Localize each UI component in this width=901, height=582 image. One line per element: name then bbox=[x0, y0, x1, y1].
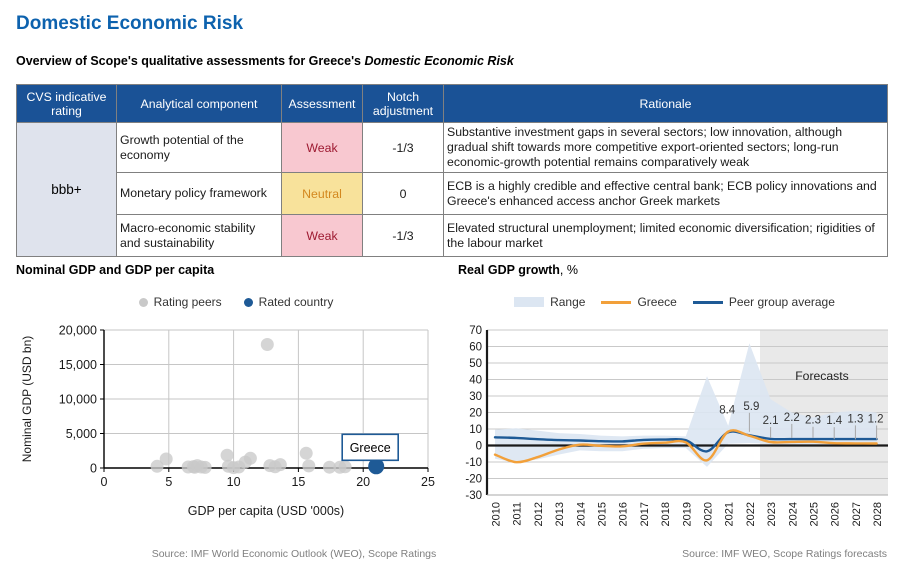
svg-text:1.3: 1.3 bbox=[847, 413, 864, 426]
scatter-legend bbox=[16, 295, 456, 309]
assessment-badge: Weak bbox=[282, 215, 363, 257]
legend-item-peer-average: Peer group average bbox=[693, 295, 835, 309]
rationale-cell: Elevated structural unemployment; limited economic diversification; rigidities of the labour market bbox=[444, 215, 888, 257]
svg-text:-30: -30 bbox=[465, 490, 482, 502]
svg-text:2013: 2013 bbox=[554, 502, 567, 527]
peer-dot-icon bbox=[139, 298, 148, 307]
svg-text:2023: 2023 bbox=[766, 502, 779, 527]
header-rationale: Rationale bbox=[444, 85, 888, 123]
assessment-table bbox=[16, 84, 888, 257]
notch-cell: 0 bbox=[363, 173, 444, 215]
svg-text:2014: 2014 bbox=[575, 502, 588, 527]
svg-text:70: 70 bbox=[469, 325, 482, 337]
header-cvs-rating: CVS indicative rating bbox=[17, 85, 117, 123]
svg-text:50: 50 bbox=[469, 358, 482, 370]
legend-item-rating-peers: Rating peers bbox=[139, 295, 222, 309]
svg-text:20,000: 20,000 bbox=[58, 323, 97, 338]
line-source: Source: IMF WEO, Scope Ratings forecasts bbox=[682, 548, 887, 560]
subtitle-regular: Overview of Scope's qualitative assessments for Greece's bbox=[16, 54, 365, 68]
svg-text:20: 20 bbox=[356, 475, 371, 489]
svg-text:2020: 2020 bbox=[702, 502, 715, 527]
svg-text:25: 25 bbox=[421, 475, 435, 489]
svg-text:2027: 2027 bbox=[850, 502, 863, 527]
svg-text:20: 20 bbox=[469, 407, 482, 420]
svg-text:2019: 2019 bbox=[681, 502, 694, 527]
header-notch-adjustment: Notch adjustment bbox=[363, 85, 444, 123]
svg-text:2.3: 2.3 bbox=[805, 414, 821, 427]
svg-text:40: 40 bbox=[469, 374, 482, 387]
svg-text:0: 0 bbox=[90, 461, 97, 476]
greece-line-icon bbox=[601, 301, 631, 304]
svg-text:GDP per capita (USD '000s): GDP per capita (USD '000s) bbox=[187, 504, 345, 518]
scatter-chart bbox=[16, 316, 456, 538]
svg-text:2015: 2015 bbox=[596, 502, 609, 527]
line-chart bbox=[456, 316, 896, 548]
legend-item-greece: Greece bbox=[601, 295, 676, 309]
svg-text:15: 15 bbox=[291, 475, 306, 489]
svg-text:10,000: 10,000 bbox=[58, 392, 97, 407]
svg-text:2021: 2021 bbox=[723, 502, 736, 527]
svg-text:5.9: 5.9 bbox=[743, 400, 760, 413]
svg-text:30: 30 bbox=[469, 391, 482, 403]
range-swatch-icon bbox=[514, 297, 544, 307]
svg-text:0: 0 bbox=[100, 475, 108, 489]
rated-dot-icon bbox=[244, 298, 253, 307]
svg-text:2011: 2011 bbox=[511, 502, 524, 526]
line-chart-title-suffix: , % bbox=[559, 263, 578, 277]
header-assessment: Assessment bbox=[282, 85, 363, 123]
svg-text:2025: 2025 bbox=[808, 502, 821, 527]
scatter-source: Source: IMF World Economic Outlook (WEO), Scope Ratings bbox=[151, 548, 437, 560]
component-cell: Macro-economic stability and sustainability bbox=[117, 215, 282, 257]
rationale-cell: ECB is a highly credible and effective central bank; ECB policy innovations and Greece's enhanced access anchor Greek markets bbox=[444, 173, 888, 215]
svg-text:2.2: 2.2 bbox=[783, 411, 800, 424]
svg-text:5,000: 5,000 bbox=[65, 427, 97, 441]
legend-item-rated-country: Rated country bbox=[244, 295, 334, 309]
table-row bbox=[17, 123, 888, 173]
assessment-badge: Neutral bbox=[282, 173, 363, 215]
svg-text:2022: 2022 bbox=[744, 502, 757, 527]
subtitle bbox=[16, 54, 514, 68]
svg-text:2016: 2016 bbox=[617, 502, 630, 527]
line-legend bbox=[456, 295, 893, 309]
svg-text:2010: 2010 bbox=[490, 502, 503, 527]
svg-text:15,000: 15,000 bbox=[58, 358, 97, 372]
svg-text:Forecasts: Forecasts bbox=[795, 369, 849, 383]
svg-text:10: 10 bbox=[226, 475, 241, 489]
svg-text:10: 10 bbox=[469, 424, 482, 436]
component-cell: Monetary policy framework bbox=[117, 173, 282, 215]
table-row bbox=[17, 215, 888, 257]
svg-text:1.2: 1.2 bbox=[867, 413, 884, 426]
assessment-badge: Weak bbox=[282, 123, 363, 173]
scatter-chart-title: Nominal GDP and GDP per capita bbox=[16, 263, 215, 277]
page-title: Domestic Economic Risk bbox=[16, 13, 244, 34]
svg-text:Greece: Greece bbox=[349, 440, 391, 455]
svg-text:2024: 2024 bbox=[787, 502, 800, 527]
line-chart-title: Real GDP growth, % bbox=[458, 263, 578, 277]
svg-text:Nominal GDP (USD bn): Nominal GDP (USD bn) bbox=[20, 335, 34, 463]
legend-item-range: Range bbox=[514, 295, 585, 309]
svg-text:2017: 2017 bbox=[638, 502, 651, 527]
svg-text:2018: 2018 bbox=[660, 502, 673, 527]
svg-text:60: 60 bbox=[469, 341, 482, 354]
component-cell: Growth potential of the economy bbox=[117, 123, 282, 173]
svg-text:2012: 2012 bbox=[532, 502, 545, 527]
svg-text:0: 0 bbox=[475, 440, 482, 453]
peer-line-icon bbox=[693, 301, 723, 304]
rationale-cell: Substantive investment gaps in several sectors; low innovation, although gradual shift towards more competitive export-oriented sectors; long-run economic-growth potential remains comparatively weak bbox=[444, 123, 888, 173]
cvs-rating-value: bbb+ bbox=[17, 123, 117, 257]
svg-text:1.4: 1.4 bbox=[826, 415, 843, 428]
svg-text:2026: 2026 bbox=[829, 502, 842, 527]
table-header-row bbox=[17, 85, 888, 123]
svg-text:8.4: 8.4 bbox=[719, 404, 736, 417]
svg-text:5: 5 bbox=[165, 475, 173, 489]
header-analytical-component: Analytical component bbox=[117, 85, 282, 123]
subtitle-italic: Domestic Economic Risk bbox=[364, 54, 514, 68]
svg-text:2028: 2028 bbox=[872, 502, 885, 527]
table-row bbox=[17, 173, 888, 215]
notch-cell: -1/3 bbox=[363, 215, 444, 257]
svg-text:-20: -20 bbox=[465, 473, 482, 486]
svg-text:2.1: 2.1 bbox=[762, 415, 779, 427]
notch-cell: -1/3 bbox=[363, 123, 444, 173]
svg-text:-10: -10 bbox=[465, 457, 482, 469]
